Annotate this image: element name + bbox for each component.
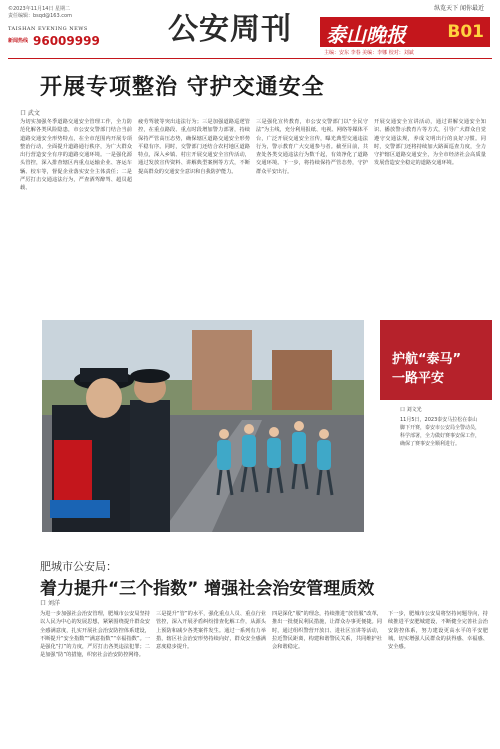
- photo-feature-panel: [380, 320, 492, 532]
- masthead-left: [8, 6, 128, 48]
- hotline-number: 96009999: [33, 34, 100, 48]
- section-title: 公安周刊: [168, 12, 292, 47]
- story2-column-2: 三是提升“管”的水平，强化重点人员、重点行业管控，深入开展矛盾纠纷排查化解工作，从源头上预防和减少各类案件发生。通过一系列有力举措，辖区社会治安形势持续向好，群众安全感满意度稳步提升。: [156, 611, 266, 651]
- story2-column-1: 为进一步加强社会治安管理，肥城市公安局坚持以人民为中心的发展思想，紧紧围绕提升群众安全感满意度，扎实开展社会治安防控体系建设，不断提升“安全指数”“满意指数”“幸福指数”。一是强化“打”的力度，严厉打击各类违法犯罪；二是加强“防”的措施，织密社会治安防控网络。: [40, 611, 150, 659]
- photo-feature-title-line2: 一路平安: [392, 371, 445, 386]
- editor-credits: 主编：安东 李春 美编：李娜 校对：刘斌: [324, 50, 414, 56]
- brand-name: 泰山晚报: [326, 23, 406, 47]
- marathon-security-photo: [42, 320, 364, 532]
- contact-line: 责任编辑：bsqd@163.com: [8, 13, 72, 19]
- brand-slogan: 纵览天下 闻你最近: [434, 5, 484, 12]
- issue-date: ©2023年11月14日 星期二: [8, 6, 71, 12]
- paper-name-english: TAISHAN EVENING NEWS: [8, 26, 88, 32]
- story2-column-3: 四是深化“服”的理念，持续推进“放管服”改革，推出一批便民利民措施，让群众办事更便捷。同时，通过组织警营开放日、进社区宣讲等活动，拉近警民距离，构建和谐警民关系，共同维护社会和谐稳定。: [272, 611, 382, 651]
- story1-column-4: 开展交通安全宣讲活动，通过讲解交通安全知识、播放警示教育片等方式，引导广大群众自觉遵守交通法规，养成文明出行的良好习惯。同时，交警部门还将持续加大路面巡查力度，全力守护辖区道路交通安全，为全市经济社会高质量发展营造安全稳定的道路交通环境。: [374, 119, 486, 167]
- page-number: B01: [447, 22, 484, 42]
- story1-headline: 开展专项整治 守护交通安全: [40, 75, 325, 100]
- story2-kicker: 肥城市公安局：: [40, 560, 117, 573]
- hotline: [8, 34, 128, 48]
- photo-feature-caption: 11月5日，2023泰安马拉松在泰山脚下开赛，泰安市公安局全警动员，科学部署，全力做好赛事安保工作，确保了赛事安全顺利进行。: [400, 417, 481, 447]
- photo-feature-title-line1: 护航“泰马”: [392, 352, 462, 367]
- story2-headline: 着力提升“三个指数” 增强社会治安管理质效: [40, 579, 375, 599]
- story1-byline: 口 武文: [20, 110, 40, 117]
- story1-column-3: 三是强化宣传教育，市公安交警部门以“全民守法”为主线，充分利用报纸、电视、网络等媒体平台，广泛开展交通安全宣传，曝光典型交通违法行为，警示教育广大交通参与者。截至目前，共查处各类交通违法行为数千起，有效净化了道路交通环境。下一步，将持续保持严管态势，守护群众平安出行。: [256, 119, 368, 175]
- story1-column-1: 为切实加强冬季道路交通安全管理工作，全力防范化解各类风险隐患，市公安交警部门结合当前道路交通安全形势特点，在全市范围内开展专项整治行动，全面提升道路通行秩序，为广大群众出行营造安全有序的道路交通环境。一是强化源头管控，深入排查辖区内重点运输企业、客运车辆、校车等，督促企业落实安全主体责任；二是严厉打击交通违法行为，严查酒驾醉驾、超员超载、: [20, 119, 132, 192]
- masthead-divider: [8, 58, 492, 59]
- story2-byline: 口 刘洋: [40, 600, 60, 607]
- photo-feature-author: 口 刘文光: [400, 407, 422, 413]
- photo-feature-banner: [380, 320, 492, 400]
- story1-column-2: 疲劳驾驶等突出违法行为；三是加强道路巡逻管控，在重点路段、重点时段增加警力部署，持续保持严管高压态势，确保辖区道路交通安全形势平稳有序。同时，交警部门还结合农村地区道路特点，深入乡镇、村庄开展交通安全宣传活动，通过发放宣传资料、讲解典型案例等方式，不断提高群众的交通安全意识和自我防护能力。: [138, 119, 250, 175]
- brand-logo: [320, 17, 490, 47]
- hotline-label: 新闻热线: [8, 38, 29, 44]
- story2-column-4: 下一步，肥城市公安局将坚持问题导向，持续推进平安肥城建设，不断健全完善社会治安防控体系，努力建设更高水平的平安肥城，切实增强人民群众的获得感、幸福感、安全感。: [388, 611, 488, 651]
- photo-feature-title: [392, 350, 461, 388]
